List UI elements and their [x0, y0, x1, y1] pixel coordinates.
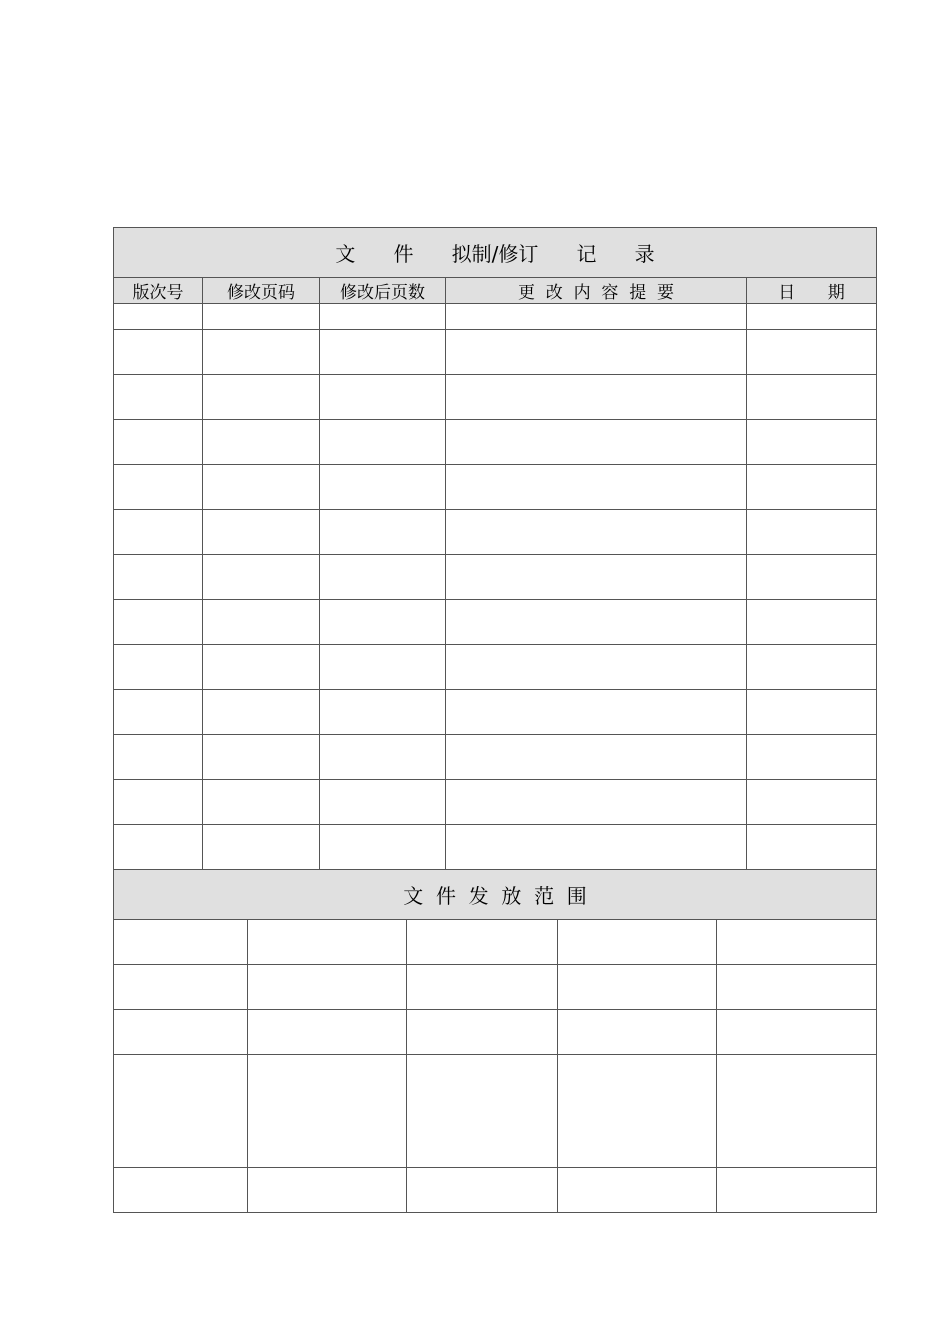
- revision-cell[interactable]: [747, 510, 877, 555]
- distribution-cell[interactable]: [248, 1055, 407, 1168]
- revision-cell[interactable]: [320, 420, 446, 465]
- distribution-table: [113, 870, 877, 1213]
- distribution-cell[interactable]: [114, 920, 248, 965]
- revision-cell[interactable]: [203, 304, 320, 330]
- column-header-page-count: 修改后页数: [320, 278, 446, 304]
- revision-cell[interactable]: [203, 555, 320, 600]
- distribution-cell[interactable]: [248, 1168, 407, 1213]
- revision-cell[interactable]: [747, 645, 877, 690]
- revision-cell[interactable]: [446, 330, 747, 375]
- revision-cell[interactable]: [446, 555, 747, 600]
- revision-row: [114, 465, 877, 510]
- revision-cell[interactable]: [114, 304, 203, 330]
- distribution-cell[interactable]: [558, 965, 717, 1010]
- revision-cell[interactable]: [747, 420, 877, 465]
- distribution-cell[interactable]: [114, 1010, 248, 1055]
- distribution-cell[interactable]: [558, 1010, 717, 1055]
- distribution-cell[interactable]: [717, 1055, 877, 1168]
- revision-cell[interactable]: [203, 375, 320, 420]
- revision-cell[interactable]: [114, 600, 203, 645]
- revision-cell[interactable]: [320, 465, 446, 510]
- revision-cell[interactable]: [203, 330, 320, 375]
- revision-cell[interactable]: [114, 780, 203, 825]
- revision-cell[interactable]: [446, 825, 747, 870]
- revision-cell[interactable]: [114, 375, 203, 420]
- revision-cell[interactable]: [446, 304, 747, 330]
- revision-cell[interactable]: [446, 780, 747, 825]
- revision-record-title: 文 件 拟制/修订 记 录: [114, 228, 877, 278]
- revision-cell[interactable]: [446, 510, 747, 555]
- revision-cell[interactable]: [203, 690, 320, 735]
- revision-cell[interactable]: [203, 735, 320, 780]
- distribution-cell[interactable]: [717, 965, 877, 1010]
- distribution-cell[interactable]: [407, 920, 558, 965]
- revision-row: [114, 735, 877, 780]
- revision-cell[interactable]: [446, 465, 747, 510]
- revision-cell[interactable]: [114, 465, 203, 510]
- distribution-cell[interactable]: [114, 965, 248, 1010]
- revision-cell[interactable]: [446, 645, 747, 690]
- revision-row: [114, 304, 877, 330]
- column-header-date: 日 期: [747, 278, 877, 304]
- revision-cell[interactable]: [446, 600, 747, 645]
- column-header-version: 版次号: [114, 278, 203, 304]
- column-header-modified-pages: 修改页码: [203, 278, 320, 304]
- distribution-cell[interactable]: [717, 920, 877, 965]
- revision-cell[interactable]: [320, 375, 446, 420]
- revision-cell[interactable]: [320, 825, 446, 870]
- revision-cell[interactable]: [203, 600, 320, 645]
- revision-cell[interactable]: [446, 375, 747, 420]
- revision-cell[interactable]: [114, 330, 203, 375]
- revision-cell[interactable]: [320, 510, 446, 555]
- revision-record-table: [113, 227, 877, 870]
- distribution-cell[interactable]: [248, 1010, 407, 1055]
- revision-cell[interactable]: [320, 600, 446, 645]
- revision-cell[interactable]: [320, 690, 446, 735]
- distribution-row: [114, 1010, 877, 1055]
- revision-row: [114, 780, 877, 825]
- distribution-cell[interactable]: [407, 965, 558, 1010]
- revision-cell[interactable]: [446, 735, 747, 780]
- revision-cell[interactable]: [446, 420, 747, 465]
- distribution-title: 文 件 发 放 范 围: [114, 870, 877, 920]
- revision-cell[interactable]: [114, 510, 203, 555]
- distribution-row: [114, 965, 877, 1010]
- revision-row: [114, 330, 877, 375]
- distribution-cell[interactable]: [407, 1055, 558, 1168]
- revision-row: [114, 555, 877, 600]
- revision-row: [114, 690, 877, 735]
- distribution-cell[interactable]: [407, 1010, 558, 1055]
- revision-cell[interactable]: [320, 780, 446, 825]
- revision-cell[interactable]: [320, 555, 446, 600]
- distribution-cell[interactable]: [248, 965, 407, 1010]
- revision-row: [114, 600, 877, 645]
- revision-row: [114, 375, 877, 420]
- revision-cell[interactable]: [203, 420, 320, 465]
- revision-cell[interactable]: [203, 645, 320, 690]
- revision-header-row: [114, 278, 877, 304]
- distribution-cell[interactable]: [717, 1010, 877, 1055]
- revision-cell[interactable]: [203, 465, 320, 510]
- distribution-row: [114, 920, 877, 965]
- distribution-cell[interactable]: [558, 1055, 717, 1168]
- distribution-cell[interactable]: [114, 1168, 248, 1213]
- distribution-cell[interactable]: [717, 1168, 877, 1213]
- revision-cell[interactable]: [747, 735, 877, 780]
- revision-cell[interactable]: [114, 645, 203, 690]
- revision-cell[interactable]: [320, 645, 446, 690]
- revision-cell[interactable]: [114, 555, 203, 600]
- distribution-row: [114, 1055, 877, 1168]
- revision-cell[interactable]: [114, 735, 203, 780]
- revision-cell[interactable]: [747, 780, 877, 825]
- revision-cell[interactable]: [747, 465, 877, 510]
- revision-cell[interactable]: [114, 420, 203, 465]
- revision-cell[interactable]: [747, 825, 877, 870]
- revision-cell[interactable]: [203, 510, 320, 555]
- revision-cell[interactable]: [747, 600, 877, 645]
- distribution-row: [114, 1168, 877, 1213]
- distribution-cell[interactable]: [558, 920, 717, 965]
- revision-cell[interactable]: [203, 825, 320, 870]
- revision-cell[interactable]: [747, 304, 877, 330]
- revision-row: [114, 825, 877, 870]
- distribution-cell[interactable]: [248, 920, 407, 965]
- document-sheet: [113, 227, 876, 1213]
- distribution-cell[interactable]: [558, 1168, 717, 1213]
- revision-cell[interactable]: [747, 555, 877, 600]
- revision-cell[interactable]: [320, 330, 446, 375]
- revision-row: [114, 510, 877, 555]
- revision-row: [114, 420, 877, 465]
- revision-cell[interactable]: [114, 825, 203, 870]
- revision-cell[interactable]: [747, 330, 877, 375]
- revision-cell[interactable]: [320, 735, 446, 780]
- revision-cell[interactable]: [114, 690, 203, 735]
- column-header-change-summary: 更 改 内 容 提 要: [446, 278, 747, 304]
- revision-cell[interactable]: [203, 780, 320, 825]
- revision-row: [114, 645, 877, 690]
- distribution-cell[interactable]: [407, 1168, 558, 1213]
- distribution-cell[interactable]: [114, 1055, 248, 1168]
- revision-cell[interactable]: [446, 690, 747, 735]
- revision-cell[interactable]: [747, 375, 877, 420]
- revision-cell[interactable]: [747, 690, 877, 735]
- revision-cell[interactable]: [320, 304, 446, 330]
